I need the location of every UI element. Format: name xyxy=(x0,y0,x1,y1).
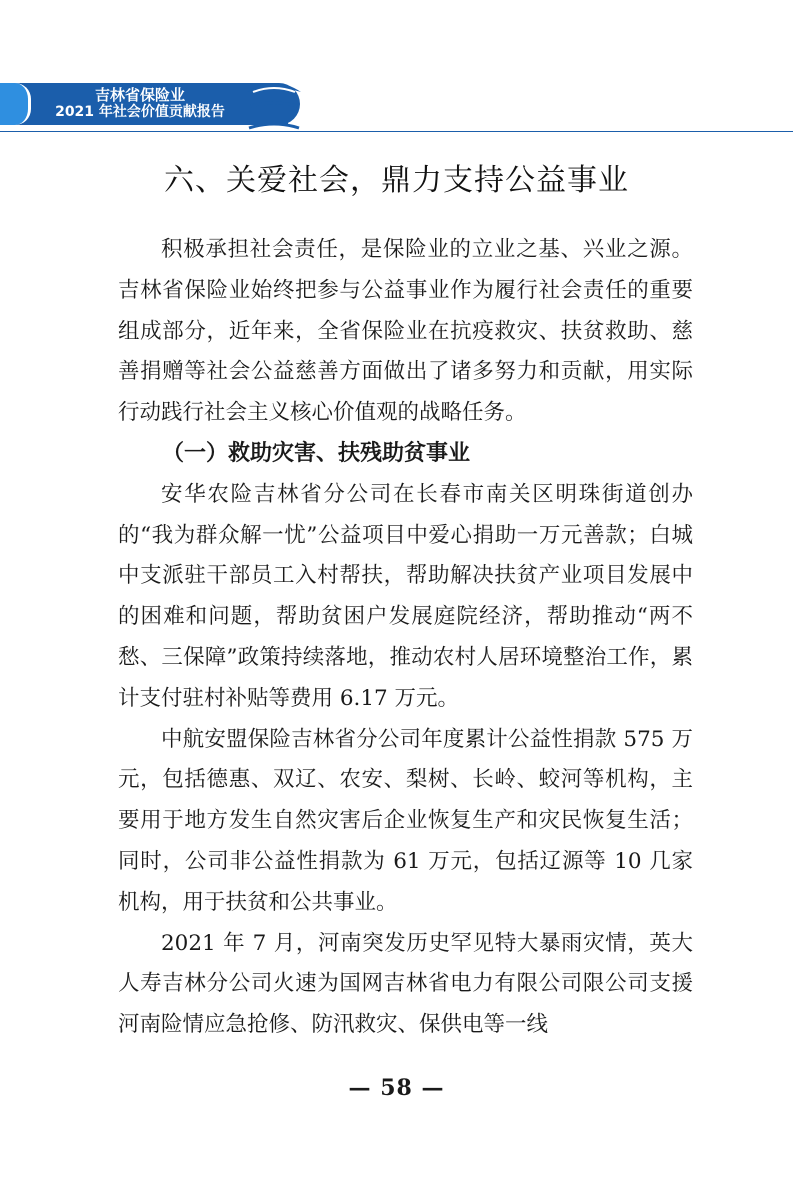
subsection-heading: （一）救助灾害、扶残助贫事业 xyxy=(162,440,471,466)
page-number: — 58 — xyxy=(348,1075,445,1101)
section-title: 六、关爱社会，鼎力支持公益事业 xyxy=(164,163,629,198)
report-title-line1: 吉林省保险业 xyxy=(94,86,185,104)
header-divider xyxy=(0,131,793,132)
paragraph-anhua: 安华农险吉林省分公司在长春市南关区明珠街道创办的“我为群众解一忧”公益项目中爱心捐助一万元善款；白城中支派驻干部员工入村帮扶，帮助解决扶贫产业项目发展中的困难和问题，帮助贫困户发展庭院经济，帮助推动“两不愁、三保障”政策持续落地，推动农村人居环境整治工作，累计支付驻村补贴等费用 6.17 万元。 xyxy=(118,481,693,711)
report-title-line2: 2021 年社会价值贡献报告 xyxy=(55,104,225,120)
header-tab-accent xyxy=(0,83,31,125)
paragraph-yingda: 2021 年 7 月，河南突发历史罕见特大暴雨灾情，英大人寿吉林分公司火速为国网吉林省电力有限公司限公司支援河南险情应急抢修、防汛救灾、保供电等一线 xyxy=(118,930,693,1038)
pavilion-logo-icon xyxy=(243,78,305,130)
intro-paragraph: 积极承担社会责任，是保险业的立业之基、兴业之源。吉林省保险业始终把参与公益事业作为履行社会责任的重要组成部分，近年来，全省保险业在抗疫救灾、扶贫救助、慈善捐赠等社会公益慈善方面做出了诸多努力和贡献，用实际行动践行社会主义核心价值观的战略任务。 xyxy=(118,237,693,426)
body-text xyxy=(118,230,693,1046)
paragraph-zhonghang: 中航安盟保险吉林省分公司年度累计公益性捐款 575 万元，包括德惠、双辽、农安、梨树、长岭、蛟河等机构，主要用于地方发生自然灾害后企业恢复生产和灾民恢复生活；同时，公司非公益性捐款为 61 万元，包括辽源等 10 几家机构，用于扶贫和公共事业。 xyxy=(118,726,693,915)
report-title-block xyxy=(30,87,250,121)
